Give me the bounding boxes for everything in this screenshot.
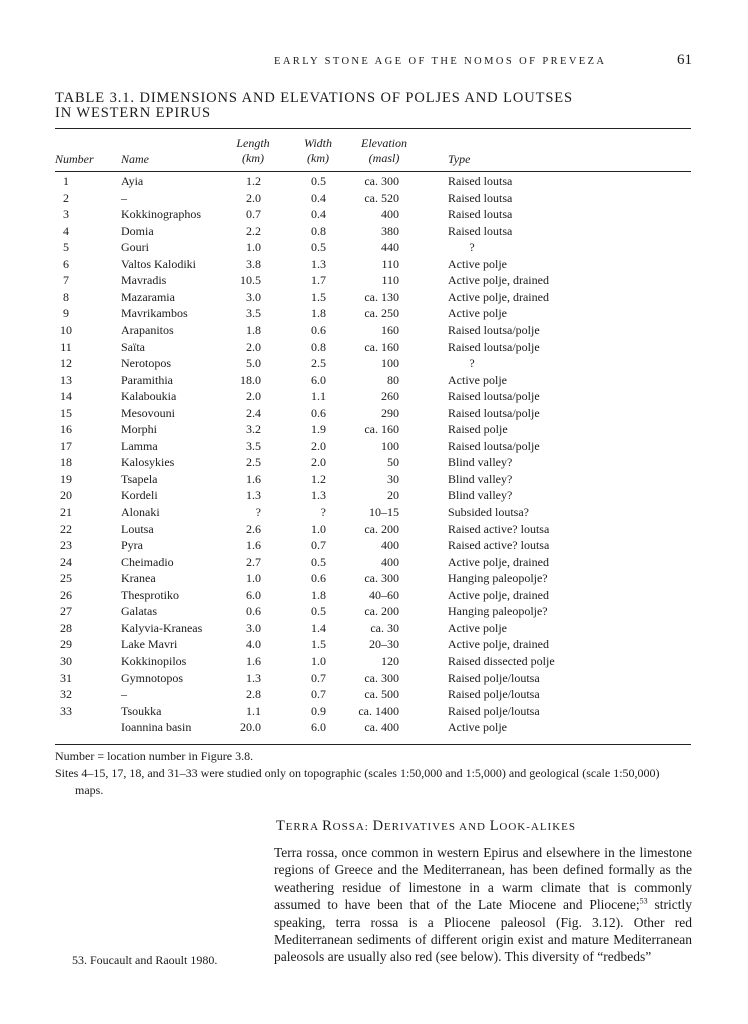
cell-type: Raised polje [448, 422, 508, 437]
cell-number: 8 [63, 289, 69, 304]
cell-width: 0.5 [311, 604, 326, 619]
cell-length: 2.0 [246, 389, 261, 404]
cell-elevation: ca. 160 [364, 422, 399, 437]
cell-length: 18.0 [240, 372, 261, 387]
cell-length: 2.0 [246, 190, 261, 205]
cell-length: 1.2 [246, 174, 261, 188]
table-row [55, 439, 695, 456]
cell-number: 24 [60, 554, 72, 569]
cell-length: 2.2 [246, 223, 261, 238]
cell-type: ? [469, 240, 475, 255]
cell-length: 20.0 [240, 720, 261, 735]
cell-number: 6 [63, 256, 69, 271]
cell-width: 2.0 [311, 438, 326, 453]
cell-number: 21 [60, 505, 72, 519]
cell-length: 10.5 [240, 273, 261, 288]
cell-length: 1.1 [246, 703, 261, 718]
cell-width: 1.4 [311, 620, 326, 635]
table-row [55, 422, 695, 439]
cell-number: 4 [63, 223, 69, 238]
footnote-reference[interactable]: 53 [639, 896, 648, 906]
cell-name: Kalyvia-Kraneas [121, 620, 203, 635]
cell-type: Raised polje/loutsa [448, 703, 540, 718]
cell-elevation: ca. 500 [364, 687, 399, 702]
cell-number: 23 [60, 538, 72, 553]
table-title-line-2: IN WESTERN EPIRUS [55, 105, 212, 121]
cell-name: Morphi [121, 422, 157, 437]
cell-length: 1.3 [246, 670, 261, 685]
cell-name: Thesprotiko [121, 587, 179, 602]
page-number: 61 [677, 52, 692, 68]
cell-width: 0.4 [311, 190, 326, 205]
cell-width: 1.7 [311, 273, 326, 288]
cell-elevation: 260 [381, 389, 399, 404]
cell-number: 14 [60, 389, 72, 404]
cell-length: 3.2 [246, 422, 261, 437]
cell-type: Raised polje/loutsa [448, 670, 540, 685]
cell-name: Cheimadio [121, 554, 174, 569]
cell-type: Raised loutsa [448, 207, 513, 222]
cell-type: Subsided loutsa? [448, 505, 529, 519]
table-row [55, 571, 695, 588]
cell-length: 1.3 [246, 488, 261, 503]
cell-length: 3.8 [246, 256, 261, 271]
cell-type: Active polje, drained [448, 289, 549, 304]
cell-type: Raised loutsa/polje [448, 389, 540, 404]
table-row [55, 488, 695, 505]
cell-type: Raised polje/loutsa [448, 687, 540, 702]
cell-number: 11 [60, 339, 72, 354]
cell-width: 0.7 [311, 687, 326, 702]
cell-width: 2.5 [311, 356, 326, 371]
cell-number: 22 [60, 521, 72, 536]
body-text-part-1: Terra rossa, once common in western Epirus and elsewhere in the limestone regions of Greece and the Mediterranean, has been defined formally as the weathering residue of limestone in a warm climate that is commonly assumed to have been that of the Late Miocene and Pliocene; [274, 845, 692, 913]
cell-width: 0.5 [311, 554, 326, 569]
cell-length: 2.8 [246, 687, 261, 702]
table-row [55, 340, 695, 357]
cell-length: 5.0 [246, 356, 261, 371]
cell-number: 13 [60, 372, 72, 387]
heading-initial-2: R [322, 818, 333, 834]
cell-name: Gouri [121, 240, 149, 255]
cell-elevation: 30 [387, 471, 399, 486]
cell-type: Active polje, drained [448, 554, 549, 569]
cell-width: 1.9 [311, 422, 326, 437]
cell-width: 0.6 [311, 405, 326, 420]
cell-name: Domia [121, 223, 154, 238]
table-row [55, 389, 695, 406]
cell-type: Hanging paleopolje? [448, 604, 548, 619]
heading-smallcaps-3: ERIVATIVES AND [383, 821, 490, 833]
table-title-line-1: TABLE 3.1. DIMENSIONS AND ELEVATIONS OF POLJES AND LOUTSES [55, 90, 574, 106]
cell-width: 0.7 [311, 538, 326, 553]
cell-number: 31 [60, 670, 72, 685]
cell-width: 0.5 [311, 240, 326, 255]
cell-type: Active polje, drained [448, 637, 549, 652]
cell-length: 3.0 [246, 620, 261, 635]
cell-length: 0.6 [246, 604, 261, 619]
cell-type: Active polje, drained [448, 273, 549, 288]
cell-type: Raised loutsa/polje [448, 339, 540, 354]
cell-type: Raised active? loutsa [448, 521, 550, 536]
cell-type: Raised loutsa [448, 190, 513, 205]
cell-length: 2.4 [246, 405, 261, 420]
table-row [55, 604, 695, 621]
table-row [55, 373, 695, 390]
cell-name: Gymnotopos [121, 670, 184, 685]
cell-number: 33 [60, 703, 72, 718]
table-row [55, 588, 695, 605]
table-header-rule [55, 171, 691, 172]
cell-elevation: 40–60 [369, 587, 399, 602]
cell-name: Mavrikambos [121, 306, 188, 321]
cell-elevation: ca. 160 [364, 339, 399, 354]
cell-number: 1 [63, 174, 69, 188]
cell-type: Active polje [448, 720, 507, 735]
cell-type: ? [469, 356, 475, 371]
cell-elevation: ca. 300 [364, 670, 399, 685]
cell-elevation: ca. 250 [364, 306, 399, 321]
cell-elevation: ca. 300 [364, 571, 399, 586]
cell-elevation: 440 [381, 240, 399, 255]
table-row [55, 555, 695, 572]
heading-smallcaps-4: OOK-ALIKES [499, 821, 576, 833]
heading-initial-3: D [372, 818, 384, 834]
cell-elevation: 160 [381, 322, 399, 337]
cell-type: Active polje, drained [448, 587, 549, 602]
cell-width: ? [320, 505, 326, 519]
cell-length: 1.0 [246, 240, 261, 255]
cell-width: 6.0 [311, 372, 326, 387]
cell-name: Mavradis [121, 273, 167, 288]
table-row [55, 240, 695, 257]
cell-length: 0.7 [246, 207, 261, 222]
cell-width: 0.5 [311, 174, 326, 188]
column-header-width-unit: (km) [307, 151, 329, 165]
cell-name: Nerotopos [121, 356, 171, 371]
cell-type: Raised active? loutsa [448, 538, 550, 553]
cell-type: Raised loutsa/polje [448, 438, 540, 453]
cell-name: Kokkinopilos [121, 653, 187, 668]
cell-number: 32 [60, 687, 72, 702]
cell-length: 1.6 [246, 471, 261, 486]
table-row [55, 323, 695, 340]
cell-name: Paramithia [121, 372, 173, 387]
running-head: EARLY STONE AGE OF THE NOMOS OF PREVEZA [274, 56, 607, 67]
column-header-length-label: Length [236, 136, 270, 150]
heading-smallcaps-1: ERRA [285, 821, 323, 833]
cell-elevation: 400 [381, 554, 399, 569]
cell-length: 2.6 [246, 521, 261, 536]
table-row [55, 224, 695, 241]
cell-number: 30 [60, 653, 72, 668]
table-row [55, 174, 695, 191]
cell-elevation: 80 [387, 372, 399, 387]
cell-type: Raised loutsa/polje [448, 322, 540, 337]
cell-width: 0.4 [311, 207, 326, 222]
cell-number: 5 [63, 240, 69, 255]
table-row [55, 273, 695, 290]
cell-length: 2.0 [246, 339, 261, 354]
table-row [55, 207, 695, 224]
cell-number: 19 [60, 471, 72, 486]
column-header-name: Name [121, 152, 149, 166]
cell-name: Mesovouni [121, 405, 175, 420]
table-row [55, 720, 695, 737]
table-bottom-rule [55, 744, 691, 745]
cell-name: Lamma [121, 438, 158, 453]
cell-number: 17 [60, 438, 72, 453]
table-row [55, 455, 695, 472]
cell-width: 0.7 [311, 670, 326, 685]
cell-elevation: ca. 200 [364, 521, 399, 536]
footnote: 53. Foucault and Raoult 1980. [72, 953, 218, 967]
cell-type: Active polje [448, 620, 507, 635]
cell-elevation: 50 [387, 455, 399, 470]
table-row [55, 290, 695, 307]
cell-type: Active polje [448, 306, 507, 321]
cell-length: 1.6 [246, 653, 261, 668]
table-row [55, 654, 695, 671]
cell-length: 3.5 [246, 438, 261, 453]
table-row [55, 621, 695, 638]
cell-name: Valtos Kalodiki [121, 256, 196, 271]
cell-elevation: ca. 130 [364, 289, 399, 304]
cell-name: Ayia [121, 174, 144, 188]
cell-length: 2.7 [246, 554, 261, 569]
column-header-elevation-label: Elevation [361, 136, 407, 150]
heading-smallcaps-2: OSSA: [332, 821, 373, 833]
cell-number: 25 [60, 571, 72, 586]
cell-number: 27 [60, 604, 72, 619]
cell-name: Kalaboukia [121, 389, 177, 404]
cell-elevation: 100 [381, 356, 399, 371]
cell-name: – [121, 190, 127, 205]
cell-type: Raised loutsa [448, 223, 513, 238]
column-header-width-label: Width [303, 136, 332, 150]
table-row [55, 704, 695, 721]
heading-initial-1: T [276, 818, 286, 834]
cell-number: 28 [60, 620, 72, 635]
cell-name: Kordeli [121, 488, 158, 503]
table-row [55, 356, 695, 373]
table-row [55, 191, 695, 208]
cell-name: Pyra [121, 538, 143, 553]
table-row [55, 472, 695, 489]
cell-width: 0.6 [311, 322, 326, 337]
cell-width: 1.5 [311, 637, 326, 652]
cell-elevation: ca. 30 [370, 620, 399, 635]
cell-elevation: 110 [381, 256, 399, 271]
cell-name: Ioannina basin [121, 720, 192, 735]
cell-width: 1.3 [311, 256, 326, 271]
cell-elevation: 110 [381, 273, 399, 288]
cell-length: 3.5 [246, 306, 261, 321]
cell-width: 1.8 [311, 587, 326, 602]
table-note-sites-cont: maps. [75, 783, 104, 797]
cell-number: 10 [60, 322, 72, 337]
table-note-figure: Number = location number in Figure 3.8. [55, 749, 254, 763]
cell-type: Blind valley? [448, 488, 513, 503]
table-row [55, 637, 695, 654]
column-header-number: Number [55, 152, 94, 166]
table-row [55, 257, 695, 274]
heading-initial-4: L [489, 818, 500, 834]
cell-number: 9 [63, 306, 69, 321]
cell-elevation: ca. 400 [364, 720, 399, 735]
cell-width: 2.0 [311, 455, 326, 470]
cell-elevation: 400 [381, 207, 399, 222]
cell-number: 12 [60, 356, 72, 371]
cell-type: Blind valley? [448, 471, 513, 486]
table-row [55, 505, 695, 522]
body-text-part-2: strictly speaking, terra rossa is a Pliocene paleosol (Fig. 3.12). Other red Mediterranean sediments of different origin exist and mature Mediterranean paleosols are usually also red (see below). This diversity of “redbeds” [274, 897, 692, 965]
column-header-length [225, 136, 281, 166]
cell-name: – [121, 687, 127, 702]
cell-elevation: ca. 300 [364, 174, 399, 188]
column-header-length-unit: (km) [242, 151, 264, 165]
cell-number: 20 [60, 488, 72, 503]
cell-width: 6.0 [311, 720, 326, 735]
table-row [55, 538, 695, 555]
cell-name: Lake Mavri [121, 637, 178, 652]
cell-number: 18 [60, 455, 72, 470]
cell-elevation: 100 [381, 438, 399, 453]
cell-elevation: 380 [381, 223, 399, 238]
cell-number: 2 [63, 190, 69, 205]
cell-number: 15 [60, 405, 72, 420]
cell-width: 1.5 [311, 289, 326, 304]
cell-number: 16 [60, 422, 72, 437]
table-notes [55, 748, 695, 799]
cell-elevation: 400 [381, 538, 399, 553]
cell-elevation: 20–30 [369, 637, 399, 652]
cell-width: 1.0 [311, 653, 326, 668]
cell-width: 1.1 [311, 389, 326, 404]
cell-type: Raised loutsa/polje [448, 405, 540, 420]
cell-width: 1.2 [311, 471, 326, 486]
cell-elevation: ca. 520 [364, 190, 399, 205]
cell-length: 6.0 [246, 587, 261, 602]
cell-elevation: ca. 200 [364, 604, 399, 619]
cell-width: 0.6 [311, 571, 326, 586]
cell-type: Raised dissected polje [448, 653, 555, 668]
cell-width: 0.8 [311, 223, 326, 238]
cell-type: Active polje [448, 256, 507, 271]
cell-number: 29 [60, 637, 72, 652]
table-row [55, 306, 695, 323]
cell-length: ? [255, 505, 261, 519]
cell-name: Mazaramia [121, 289, 175, 304]
cell-length: 2.5 [246, 455, 261, 470]
column-header-type: Type [448, 152, 471, 166]
cell-elevation: 120 [381, 653, 399, 668]
cell-name: Galatas [121, 604, 157, 619]
body-paragraph [274, 844, 692, 966]
cell-length: 1.0 [246, 571, 261, 586]
cell-elevation: 290 [381, 405, 399, 420]
cell-number: 26 [60, 587, 72, 602]
table-row [55, 522, 695, 539]
cell-type: Raised loutsa [448, 174, 513, 188]
cell-name: Saïta [121, 339, 145, 354]
cell-name: Kranea [121, 571, 156, 586]
table-row [55, 406, 695, 423]
section-heading [276, 818, 576, 835]
cell-type: Blind valley? [448, 455, 513, 470]
cell-name: Alonaki [121, 505, 160, 519]
cell-width: 1.8 [311, 306, 326, 321]
cell-length: 4.0 [246, 637, 261, 652]
cell-type: Hanging paleopolje? [448, 571, 548, 586]
column-header-elevation [352, 136, 416, 166]
cell-elevation: 10–15 [369, 505, 399, 519]
cell-width: 0.9 [311, 703, 326, 718]
cell-number: 3 [63, 207, 69, 222]
cell-name: Kalosykies [121, 455, 175, 470]
table-title [55, 91, 655, 121]
cell-type: Active polje [448, 372, 507, 387]
cell-name: Kokkinographos [121, 207, 201, 222]
table-top-rule [55, 128, 691, 129]
column-header-elevation-unit: (masl) [368, 151, 400, 165]
column-header-width [290, 136, 346, 166]
cell-name: Loutsa [121, 521, 154, 536]
cell-width: 0.8 [311, 339, 326, 354]
table-row [55, 687, 695, 704]
cell-number: 7 [63, 273, 69, 288]
cell-name: Arapanitos [121, 322, 174, 337]
cell-length: 3.0 [246, 289, 261, 304]
table-note-sites: Sites 4–15, 17, 18, and 31–33 were studied only on topographic (scales 1:50,000 and 1:5,000) and geological (scale 1:50,000) [55, 766, 660, 780]
cell-name: Tsapela [121, 471, 158, 486]
cell-length: 1.8 [246, 322, 261, 337]
cell-length: 1.6 [246, 538, 261, 553]
cell-name: Tsoukka [121, 703, 162, 718]
table-row [55, 671, 695, 688]
cell-elevation: ca. 1400 [358, 703, 399, 718]
cell-width: 1.3 [311, 488, 326, 503]
cell-elevation: 20 [387, 488, 399, 503]
cell-width: 1.0 [311, 521, 326, 536]
